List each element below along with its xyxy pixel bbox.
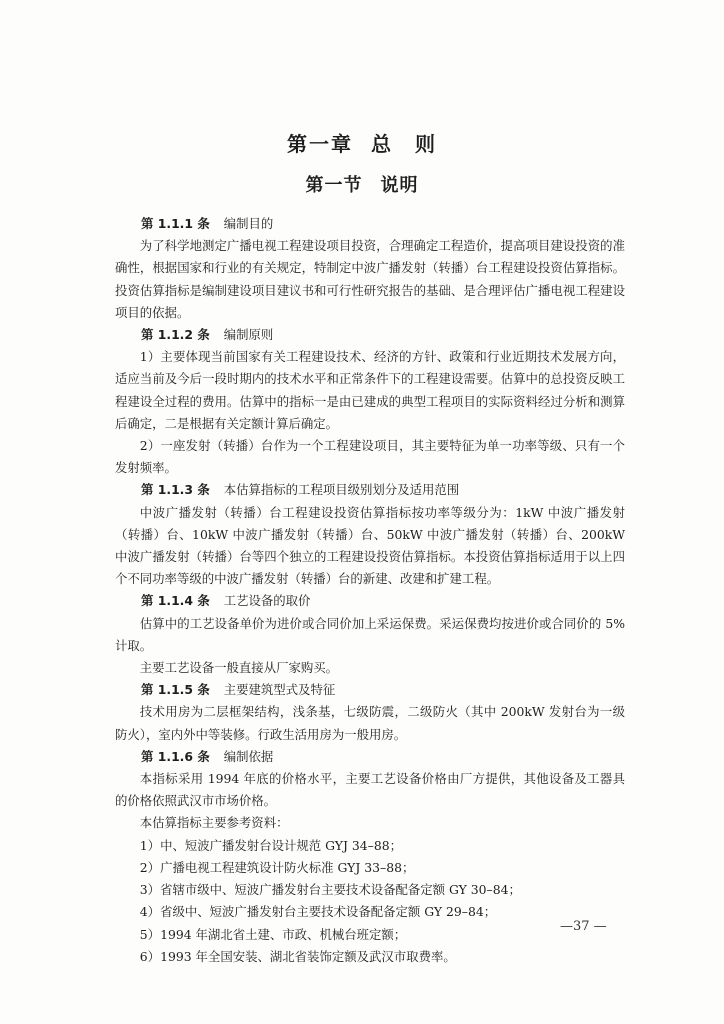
paragraph: 为了科学地测定广播电视工程建设项目投资，合理确定工程造价，提高项目建设投资的准确性，根据国家和行业的有关规定，特制定中波广播发射（转播）台工程建设投资估算指标。投资估算指标是编制建设项目建议书和可行性研究报告的基础、是合理评估广播电视工程建设项目的依据。: [115, 238, 625, 320]
clause-title: 主要建筑型式及特征: [223, 682, 336, 698]
reference-item: 5）1994 年湖北省土建、市政、机械台班定额；: [139, 926, 407, 942]
document-body: [115, 213, 625, 968]
clause-heading-1-1-6: [115, 746, 625, 768]
reference-item: 6）1993 年全国安装、湖北省装饰定额及武汉市取费率。: [139, 948, 456, 964]
paragraph: 1）主要体现当前国家有关工程建设技术、经济的方针、政策和行业近期技术发展方向，适应当前及今后一段时期内的技术水平和正常条件下的工程建设需要。估算中的总投资反映工程建设全过程的费用。估算中的指标一是由已建成的典型工程项目的实际资料经过分析和测算后确定，二是根据有关定额计算后确定。: [115, 349, 625, 431]
clause-heading-1-1-4: [115, 590, 625, 612]
clause-number: 第 1.1.3 条: [141, 482, 210, 498]
paragraph: 技术用房为二层框架结构，浅条基，七级防震，二级防火（其中 200kW 发射台为一级防火），室内外中等装修。行政生活用房为一般用房。: [115, 704, 625, 742]
clause-heading-1-1-1: [115, 213, 625, 235]
clause-title: 工艺设备的取价: [223, 593, 311, 609]
reference-item: 1）中、短波广播发射台设计规范 GYJ 34–88；: [139, 837, 402, 853]
section-name: 说明: [380, 175, 419, 196]
chapter-label: 第一章: [287, 132, 353, 156]
paragraph: 估算中的工艺设备单价为进价或合同价加上采运保费。采运保费均按进价或合同价的 5%计取。: [115, 615, 625, 653]
clause-title: 本估算指标的工程项目级别划分及适用范围: [223, 482, 460, 498]
clause-number: 第 1.1.4 条: [141, 593, 210, 609]
references-intro: 本估算指标主要参考资料：: [139, 815, 289, 831]
paragraph: 2）一座发射（转播）台作为一个工程建设项目，其主要特征为单一功率等级、只有一个发射频率。: [115, 438, 625, 476]
paragraph: 中波广播发射（转播）台工程建设投资估算指标按功率等级分为：1kW 中波广播发射（转播）台、10kW 中波广播发射（转播）台、50kW 中波广播发射（转播）台、200kW 中波广播发射（转播）台等四个独立的工程建设投资估算指标。本投资估算指标适用于以上四个不同功率等级的中波广播发射（转播）台的新建、改建和扩建工程。: [115, 504, 625, 587]
clause-number: 第 1.1.1 条: [141, 216, 210, 231]
chapter-title: [0, 128, 724, 157]
clause-title: 编制目的: [223, 216, 274, 231]
paragraph: 本指标采用 1994 年底的价格水平，主要工艺设备价格由厂方提供，其他设备及工器具的价格依照武汉市市场价格。: [115, 771, 625, 809]
page-number: —37 —: [560, 919, 607, 934]
reference-item: 3）省辖市级中、短波广播发射台主要技术设备配备定额 GY 30–84；: [139, 882, 521, 898]
clause-heading-1-1-3: [115, 479, 625, 501]
clause-heading-1-1-2: [115, 324, 625, 346]
clause-number: 第 1.1.6 条: [141, 748, 210, 764]
reference-item: 4）省级中、短波广播发射台主要技术设备配备定额 GY 29–84；: [139, 904, 497, 920]
clause-number: 第 1.1.5 条: [141, 682, 210, 698]
paragraph: 主要工艺设备一般直接从厂家购买。: [139, 660, 339, 676]
reference-item: 2）广播电视工程建筑设计防火标准 GYJ 33–88；: [139, 859, 415, 875]
clause-title: 编制依据: [223, 748, 274, 764]
section-title: [0, 171, 724, 197]
clause-number: 第 1.1.2 条: [141, 327, 210, 343]
chapter-name: 总 则: [371, 132, 437, 156]
section-label: 第一节: [305, 175, 363, 196]
clause-heading-1-1-5: [115, 679, 625, 701]
clause-title: 编制原则: [223, 327, 274, 343]
